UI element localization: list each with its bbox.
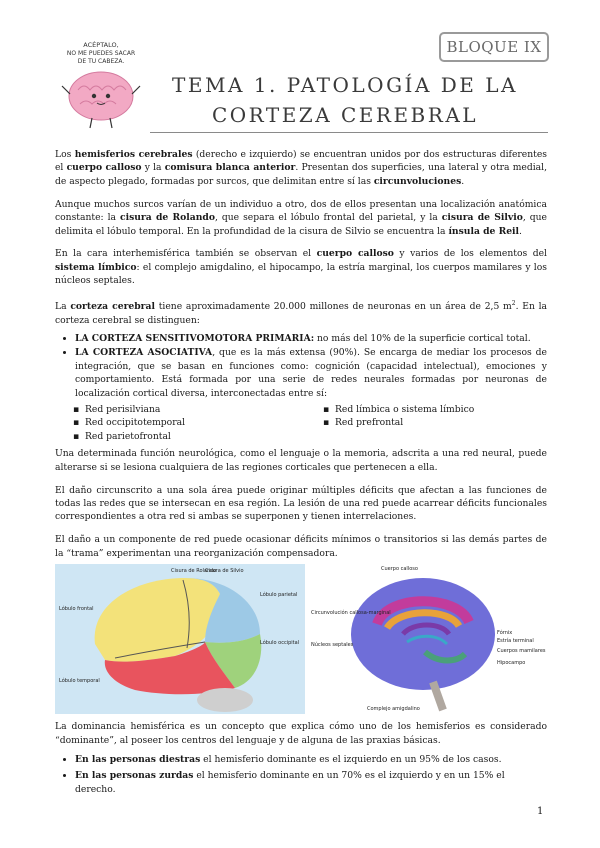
- text: y varios de los elementos del: [393, 248, 547, 260]
- list-item: [75, 753, 547, 766]
- brain-figures: [55, 564, 547, 714]
- text: , que es la más extensa (90%). Se encarga de mediar los procesos de integración, que se basan en funciones como: cognición (capacidad intelectual), emociones y comportamiento. Está formada por una serie de redes neurales formadas por neuronas de localización cortical diversa, interconectadas entre sí:: [75, 347, 547, 399]
- network-item: ▪ Red límbica o sistema límbico: [323, 403, 523, 416]
- bold-text: ínsula de Reil: [448, 225, 520, 237]
- text: y la: [141, 162, 165, 174]
- paragraph-function: Una determinada función neurológica, como el lenguaje o la memoria, adscrita a una red neural, puede alterarse si se lesiona cualquiera de las regiones corticales que pertenecen a ella.: [55, 448, 547, 473]
- cortex-types-list: [55, 332, 547, 400]
- bold-text: cuerpo calloso: [66, 162, 142, 174]
- logo-caption-1: ACÉPTALO,: [83, 41, 119, 49]
- logo-caption-3: DE TU CABEZA.: [77, 58, 125, 65]
- network-item: ▪ Red occipitotemporal: [73, 416, 323, 429]
- label-callosum: Cuerpo calloso: [381, 566, 418, 573]
- bold-text: comisura blanca anterior: [164, 162, 296, 174]
- list-item: [75, 332, 547, 345]
- network-item: ▪ Red prefrontal: [323, 416, 523, 429]
- label-frontal: Lóbulo frontal: [59, 606, 94, 613]
- bold-text: LA CORTEZA SENSITIVOMOTORA PRIMARIA:: [75, 333, 315, 345]
- page-title: [150, 70, 540, 130]
- label-mammillary: Cuerpos mamilares: [497, 648, 546, 655]
- superscript: 2: [511, 300, 516, 308]
- bold-text: cuerpo calloso: [316, 248, 394, 260]
- label-occipital: Lóbulo occipital: [260, 640, 300, 647]
- text: Aunque muchos surcos varían de un individuo a otro, dos de ellos presentan una localización anatómica constante: la: [55, 198, 547, 224]
- lateral-brain-diagram: [55, 564, 305, 714]
- bold-text: En las personas diestras: [75, 753, 201, 765]
- label-stria: Estría terminal: [497, 638, 534, 645]
- title-line-1: TEMA 1. PATOLOGÍA DE LA: [172, 73, 518, 97]
- bold-text: cisura de Silvio: [441, 212, 523, 224]
- label-fornix: Fórnix: [497, 630, 513, 637]
- text: el hemisferio dominante en un 70% es el izquierdo y en un 15% el derecho.: [75, 770, 505, 795]
- bold-text: corteza cerebral: [70, 301, 155, 313]
- main-content: [55, 148, 547, 799]
- text: tiene aproximadamente 20.000 millones de neuronas en un área de 2,5 m: [154, 301, 512, 313]
- title-divider: [150, 132, 548, 133]
- label-septal: Núcleos septales: [311, 642, 354, 649]
- text: .: [519, 225, 522, 237]
- label-cingulate: Circunvolución callosa-marginal: [311, 610, 391, 617]
- network-item: ▪ Red parietofrontal: [73, 430, 323, 443]
- brain-mascot-illustration: [58, 38, 144, 130]
- page-number: 1: [537, 806, 544, 817]
- label-parietal: Lóbulo parietal: [260, 592, 298, 599]
- bold-text: En las personas zurdas: [75, 770, 194, 782]
- brain-mascot-icon: [58, 38, 144, 130]
- medial-brain-diagram: [307, 564, 547, 714]
- title-line-2: CORTEZA CEREBRAL: [211, 103, 479, 127]
- label-temporal: Lóbulo temporal: [59, 678, 100, 685]
- text: (derecho e izquierdo) se encuentran unidos por dos estructuras diferentes el: [55, 149, 547, 174]
- label-amygdala: Complejo amigdalino: [367, 706, 420, 713]
- bloque-badge: BLOQUE IX: [439, 32, 549, 62]
- text: no más del 10% de la superficie cortical total.: [314, 333, 531, 345]
- bold-text: cisura de Rolando: [120, 212, 215, 224]
- text: . Presentan dos superficies, una lateral y otra medial, de aspecto plegado, formadas por surcos, que delimitan entre sí las: [55, 162, 548, 187]
- text: En la cara interhemisférica también se observan el: [55, 248, 317, 260]
- text: . En la corteza cerebral se distinguen:: [55, 301, 548, 326]
- bold-text: hemisferios cerebrales: [74, 149, 193, 160]
- label-rolando: Cisura de Rolando: [171, 568, 217, 575]
- networks-list: [55, 403, 547, 443]
- paragraph-damage: El daño circunscrito a una sola área puede originar múltiples déficits que afectan a las funciones de todas las redes que se intersecan en esa región. La lesión de una red puede acarrear déficits funcionales correspondientes a otra red si ambas se superponen y tienen interrelaciones.: [55, 484, 547, 523]
- logo-caption-2: NO ME PUEDES SACAR: [66, 50, 136, 57]
- text: La: [55, 301, 71, 313]
- bold-text: circunvoluciones: [373, 175, 462, 187]
- label-hippocampus: Hipocampo: [497, 660, 526, 667]
- paragraph-interhemispheric: [55, 247, 547, 287]
- list-item: [75, 769, 547, 796]
- network-item: ▪ Red perisilviana: [73, 403, 323, 416]
- text: , que separa el lóbulo frontal del parietal, y la: [214, 212, 442, 224]
- paragraph-sulci: [55, 198, 547, 238]
- list-item: [75, 346, 547, 400]
- label-silvio: Cisura de Silvio: [205, 568, 244, 575]
- paragraph-cortex: [55, 297, 547, 327]
- paragraph-reorganization: El daño a un componente de red puede ocasionar déficits mínimos o transitorios si las demás partes de la “trama” experimentan una reorganización compensadora.: [55, 534, 547, 559]
- text: , que delimita el lóbulo temporal. En la profundidad de la cisura de Silvio se encuentra la: [55, 212, 547, 237]
- paragraph-dominance: La dominancia hemisférica es un concepto que explica cómo uno de los hemisferios es considerado “dominante”, al poseer los centros del lenguaje y de alguna de las praxias básicas.: [55, 721, 547, 746]
- text: .: [461, 175, 465, 187]
- dominance-list: [55, 753, 547, 796]
- bold-text: LA CORTEZA ASOCIATIVA: [75, 347, 213, 359]
- text: el hemisferio dominante es el izquierdo en un 95% de los casos.: [200, 753, 502, 765]
- text: Los: [55, 149, 75, 160]
- bold-text: sistema límbico: [55, 261, 137, 273]
- paragraph-hemispheres: [55, 148, 547, 188]
- text: : el complejo amigdalino, el hipocampo, la estría marginal, los cuerpos mamilares y los núcleos septales.: [55, 261, 547, 287]
